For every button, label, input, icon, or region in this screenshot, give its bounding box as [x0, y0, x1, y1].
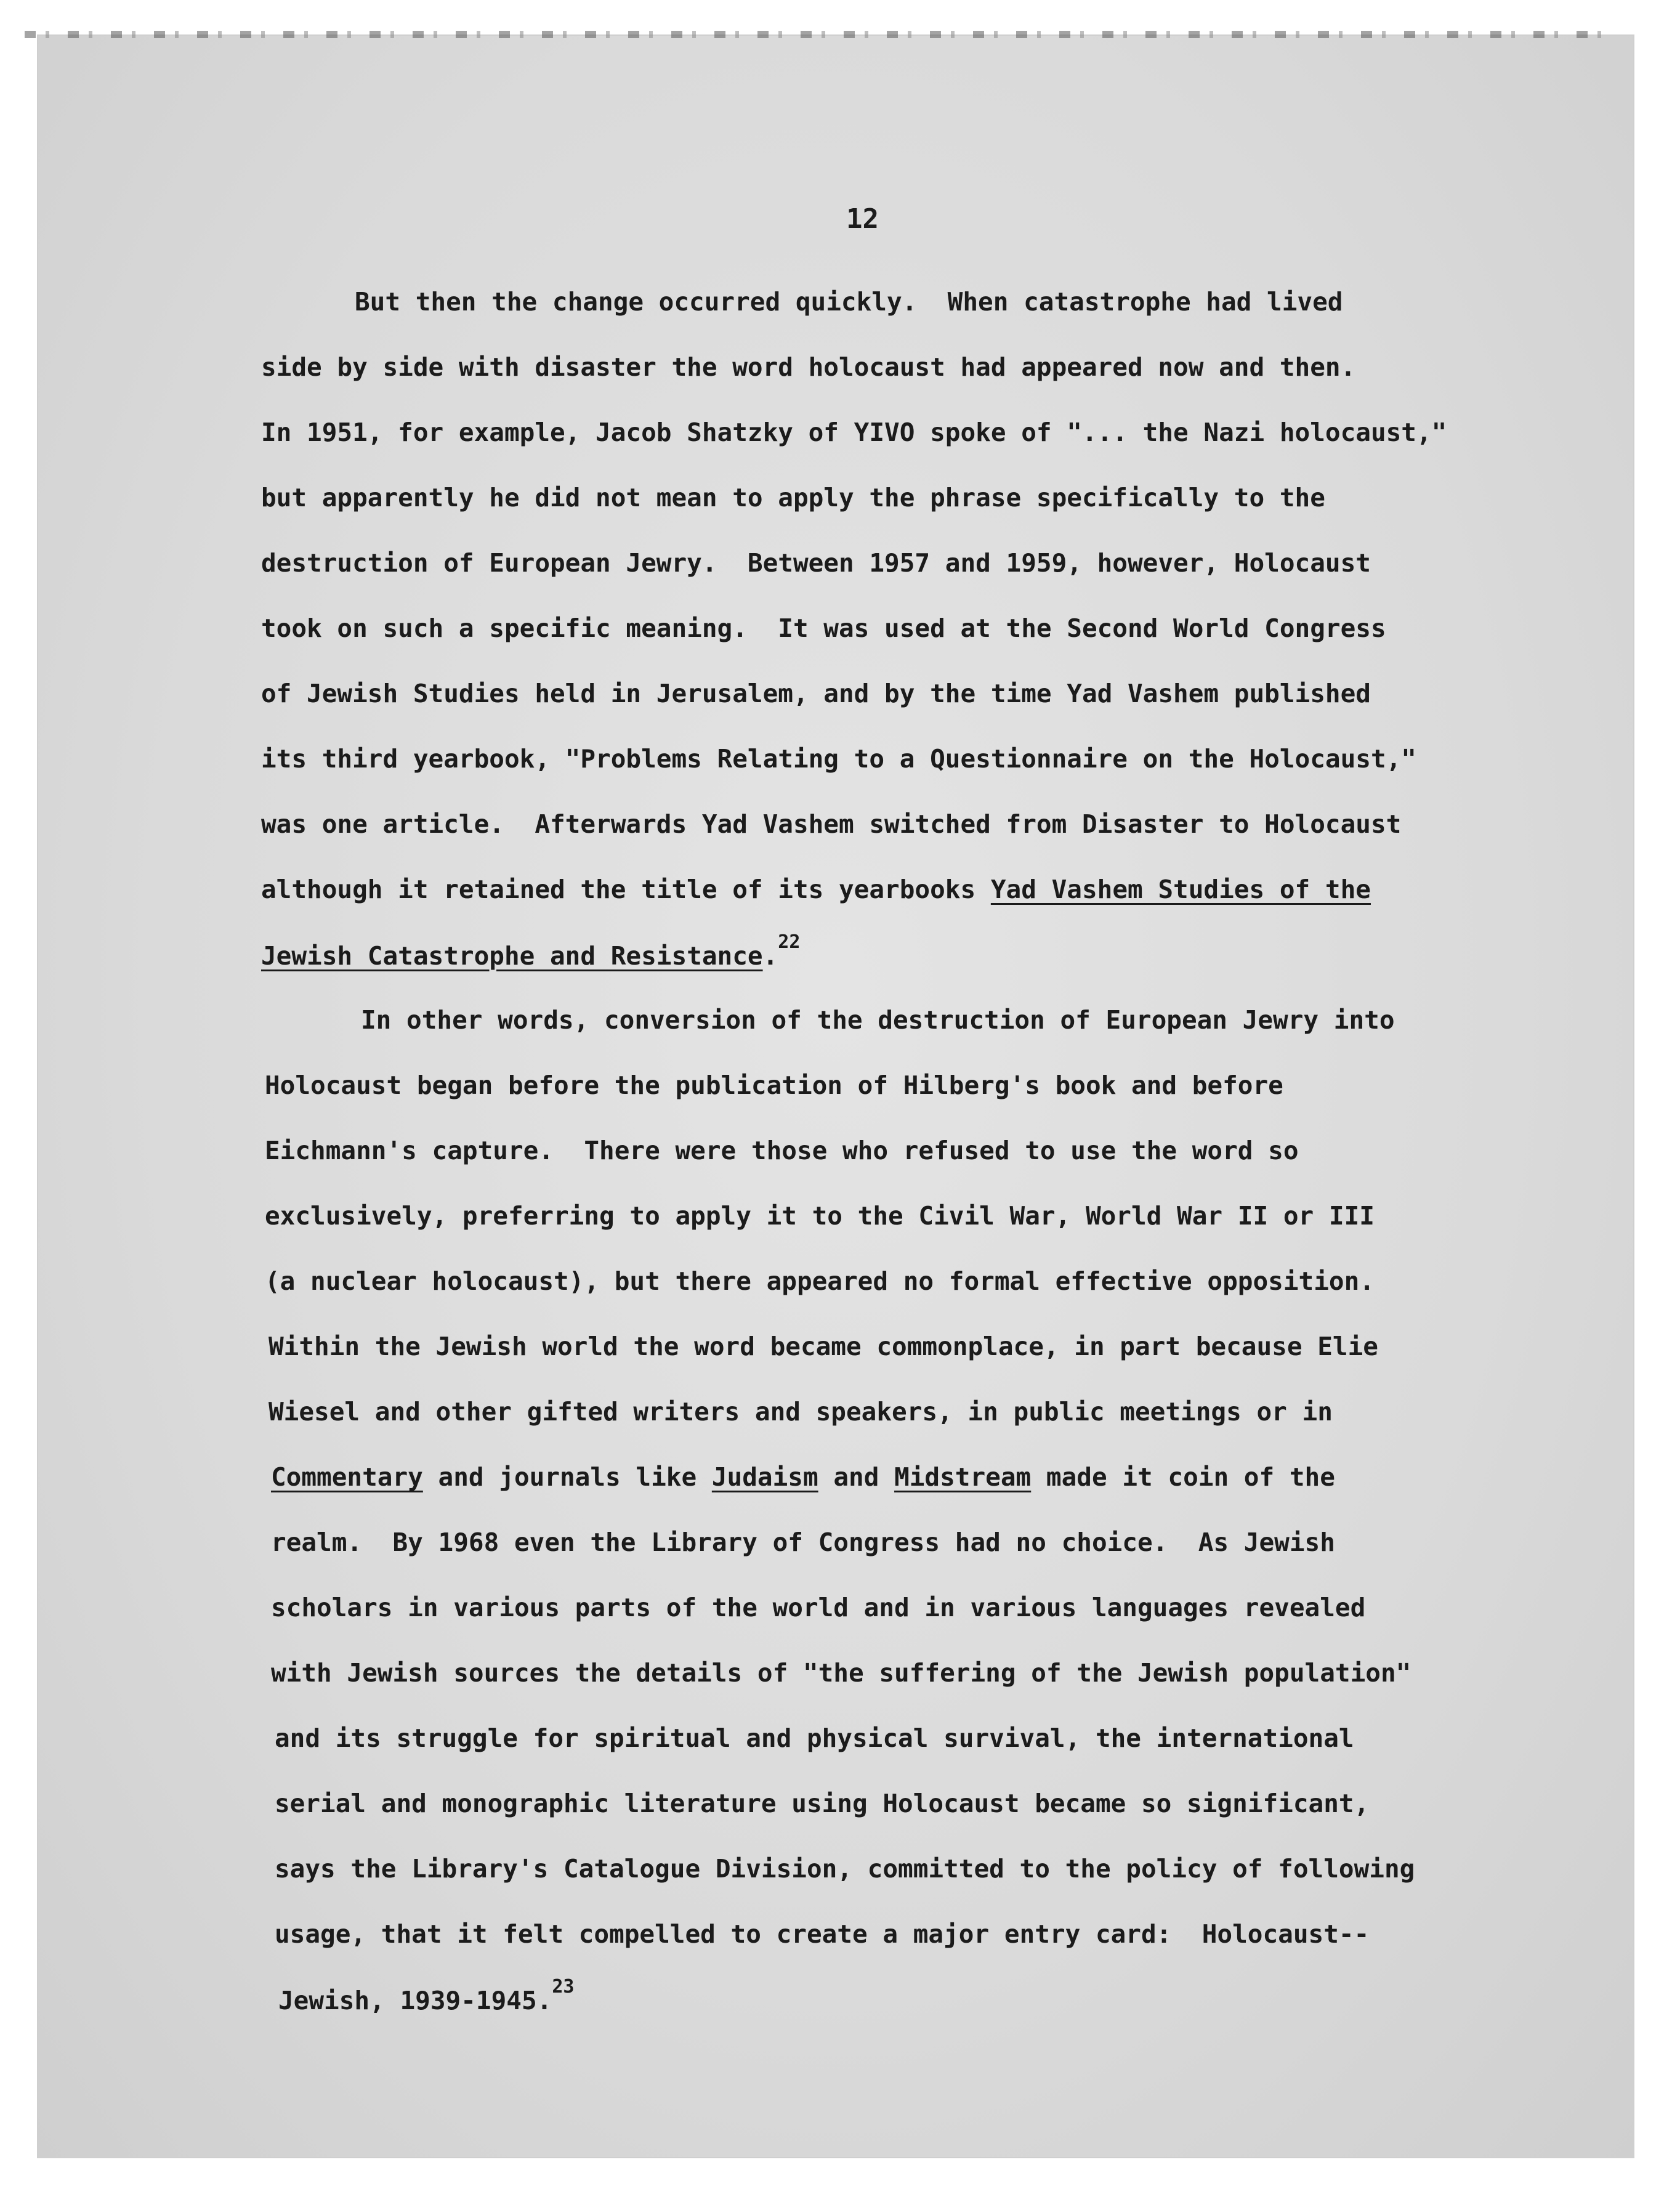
text-line: with Jewish sources the details of "the suffering of the Jewish population"	[271, 1658, 1411, 1688]
text-line: In other words, conversion of the destruction of European Jewry into	[361, 1005, 1395, 1035]
page-edge-marks	[25, 31, 1601, 38]
text-line: In 1951, for example, Jacob Shatzky of YIVO spoke of "... the Nazi holocaust,"	[261, 418, 1447, 447]
text-line: Within the Jewish world the word became commonplace, in part because Elie	[269, 1332, 1378, 1361]
text-line	[261, 931, 801, 971]
text-line: was one article. Afterwards Yad Vashem switched from Disaster to Holocaust	[261, 809, 1402, 839]
underlined-title: Yad Vashem Studies of the	[990, 875, 1371, 904]
text-line: and its struggle for spiritual and physical survival, the international	[275, 1723, 1354, 1753]
underlined-title: Midstream	[894, 1462, 1032, 1492]
underlined-title: Commentary	[271, 1462, 423, 1492]
text-line	[271, 1462, 1335, 1492]
text-line: destruction of European Jewry. Between 1957 and 1959, however, Holocaust	[261, 548, 1371, 578]
text-line: side by side with disaster the word holocaust had appeared now and then.	[261, 352, 1356, 382]
underlined-title: Jewish Catastrophe and Resistance	[261, 941, 763, 971]
text-fragment: Jewish, 1939-1945.	[278, 1986, 552, 2015]
text-line: But then the change occurred quickly. When catastrophe had lived	[355, 287, 1343, 317]
text-line: exclusively, preferring to apply it to the Civil War, World War II or III	[265, 1201, 1375, 1231]
text-line: realm. By 1968 even the Library of Congress had no choice. As Jewish	[271, 1528, 1335, 1557]
text-fragment: although it retained the title of its yearbooks	[261, 875, 991, 904]
text-fragment: made it coin of the	[1031, 1462, 1335, 1492]
text-line: of Jewish Studies held in Jerusalem, and by the time Yad Vashem published	[261, 679, 1371, 708]
text-line: serial and monographic literature using Holocaust became so significant,	[275, 1789, 1370, 1818]
text-line	[261, 877, 1371, 902]
text-line: but apparently he did not mean to apply the phrase specifically to the	[261, 483, 1325, 512]
text-line: usage, that it felt compelled to create a major entry card: Holocaust--	[275, 1919, 1370, 1949]
text-line: Holocaust began before the publication of Hilberg's book and before	[265, 1071, 1283, 1100]
text-line: Eichmann's capture. There were those who refused to use the word so	[265, 1136, 1299, 1165]
text-fragment: and journals like	[422, 1462, 712, 1492]
text-line: scholars in various parts of the world and in various languages revealed	[271, 1593, 1366, 1622]
footnote-marker: 23	[552, 1976, 575, 1998]
text-line: took on such a specific meaning. It was used at the Second World Congress	[261, 613, 1386, 643]
text-line: (a nuclear holocaust), but there appeared no formal effective opposition.	[265, 1266, 1375, 1296]
text-fragment: and	[818, 1462, 895, 1492]
page-number: 12	[846, 203, 879, 235]
text-line: Wiesel and other gifted writers and speakers, in public meetings or in	[269, 1397, 1333, 1427]
text-line: says the Library's Catalogue Division, committed to the policy of following	[275, 1854, 1415, 1884]
text-line: its third yearbook, "Problems Relating to a Questionnaire on the Holocaust,"	[261, 744, 1416, 774]
text-line	[278, 1976, 575, 2015]
footnote-marker: 22	[778, 931, 801, 953]
text-fragment: .	[762, 941, 778, 971]
underlined-title: Judaism	[711, 1462, 818, 1492]
